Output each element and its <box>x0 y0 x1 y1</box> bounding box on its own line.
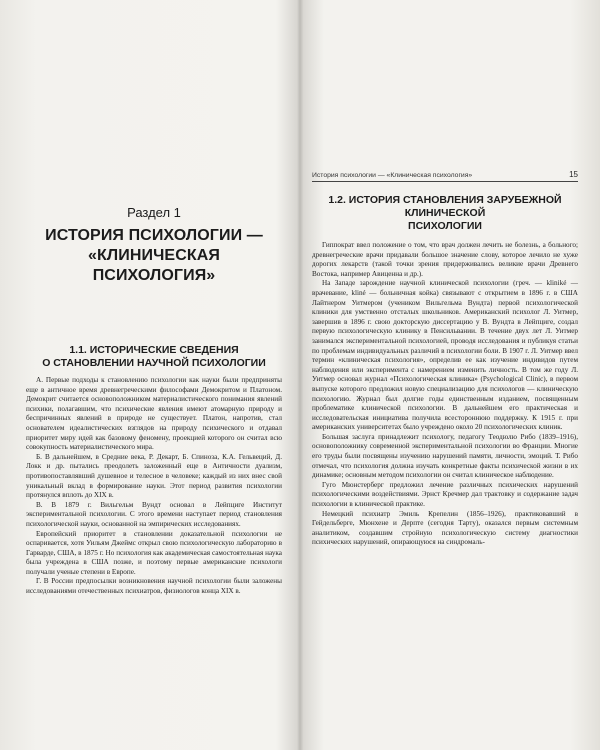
paragraph: Гуго Мюнстерберг предложил лечение различных психических нарушений психологическими воздействиями. Эрнст Кречмер дал трактовку и содержание задач психологии в клинической практике. <box>312 480 578 509</box>
part-title-line-2: «КЛИНИЧЕСКАЯ ПСИХОЛОГИЯ» <box>88 247 220 284</box>
section-title-1-1 <box>26 344 282 370</box>
paragraph: А. Первые подходы к становлению психологии как науки были предприняты еще в античное время древнегреческими философами Демокритом и Платоном. Демокрит считается основоположником материалистического понимания явлений психики, полагавшим, что психические явления имеют атомарную природу и беспричинных явлений в природе не существует. Платон, напротив, стал основателем идеалистических взглядов на природу психического и отдавал приоритет миру идей как базовому феномену, проекцией которого он считал всю совокупность материалистического мира. <box>26 376 282 452</box>
part-title <box>26 226 282 286</box>
section-title-line-2: О СТАНОВЛЕНИИ НАУЧНОЙ ПСИХОЛОГИИ <box>42 357 266 369</box>
left-body-text <box>26 376 282 597</box>
section-title-line-2: ПСИХОЛОГИИ <box>408 220 482 232</box>
running-header <box>312 170 578 182</box>
left-page <box>0 0 298 750</box>
section-title-1-2 <box>312 194 578 233</box>
paragraph: Г. В России предпосылки возникновения научной психологии были заложены исследованиями отечественных психиатров, физиологов конца XIX в. <box>26 577 282 596</box>
paragraph: Европейский приоритет в становлении доказательной психологии не оспаривается, хотя Уильям Джеймс открыл свою психологическую лабораторию в Гарварде, США, в 1875 г. Но психология как академическая самостоятельная наука была учреждена в США позже, и поэтому первые американские психологи получали ученые степени в Европе. <box>26 529 282 576</box>
section-title-line-1: 1.1. ИСТОРИЧЕСКИЕ СВЕДЕНИЯ <box>69 344 239 356</box>
page-number: 15 <box>569 170 578 179</box>
running-head-title: История психологии — «Клиническая психология» <box>312 172 473 179</box>
right-page <box>302 0 600 750</box>
paragraph: В. В 1879 г. Вильгельм Вундт основал в Лейпциге Институт экспериментальной психологии. С этого времени наступает период становления психологической науки, основанной на эмпирических исследованиях. <box>26 500 282 528</box>
paragraph: Немецкий психиатр Эмиль Крепелин (1856–1926), практиковавший в Гейдельберге, Мюнхене и Дерпте (сегодня Тарту), оказался первым системным аналитиком, создавшим стройную психологическую систему диагностики психических нарушений, опирающуюся на синдромаль- <box>312 509 578 547</box>
paragraph: Гиппократ ввел положение о том, что врач должен лечить не болезнь, а больного; древнегреческие врачи придавали большое значение слову, которое лечило не хуже дорогих лекарств (такой точки зрения придерживались великие врачи Древнего Востока, например Авиценна и др.). <box>312 241 578 278</box>
right-body-text <box>312 241 578 548</box>
paragraph: Большая заслуга принадлежит психологу, педагогу Теодюлю Рибо (1839–1916), основоположнику современной экспериментальной психологии во Франции. Многие его труды были посвящены изучению нарушений памяти, личности, эмоций. Т. Рибо отмечал, что психология должна изучать конкретные факты психической жизни в их динамике; основным методом психологии он считал клиническое наблюдение. <box>312 432 578 480</box>
part-label: Раздел 1 <box>127 205 181 220</box>
part-title-line-1: ИСТОРИЯ ПСИХОЛОГИИ — <box>45 227 263 244</box>
paragraph: На Западе зарождение научной клинической психологии (греч. — kliniké — врачевание, kliné — больничная койка) связывают с открытием в 1896 г. в США Лайтнером Уитмером (учеником Вильгельма Вундта) первой психологической клиники для умственно отсталых школьников. Американский психолог Л. Уитмер, завершив в 1896 г. свою докторскую диссертацию у В. Вундта в Лейпциге, создал первую психологическую клинику в Пенсильвании. В течение двух лет Л. Уитмер занимался экспериментальной психологией, проводя исследования и публикуя статьи по проблемам индивидуальных различий в психологии боли. В 1907 г. Л. Уитмер ввел термин «клиническая психология», определив ее как изучение индивидов путем наблюдения или эксперимента с намерением изменить личность. В том же году Л. Уитмер основал журнал «Психологическая клиника» (Psychological Clinic), в первом выпуске которого предложил новую специализацию для психологов — клиническую психологию. Журнал был долгие годы единственным изданием, посвященным проблематике клинической психологии. В дальнейшем его практическая и исследовательская инициатива получила всестороннюю поддержку. К 1915 г. при американских университетах было учреждено около 20 психологических клиник. <box>312 279 578 432</box>
paragraph: Б. В дальнейшем, в Средние века, Р. Декарт, Б. Спиноза, К.А. Гельвеций, Д. Локк и др. пытались преодолеть заложенный еще в Античности дуализм, противопоставлявший душевное и телесное в человеке; каждый из них внес свой уникальный вклад в формирование науки. Этот период развития психологии протянулся вплоть до XIX в. <box>26 452 282 500</box>
section-title-line-1: 1.2. ИСТОРИЯ СТАНОВЛЕНИЯ ЗАРУБЕЖНОЙ КЛИНИЧЕСКОЙ <box>328 194 562 219</box>
